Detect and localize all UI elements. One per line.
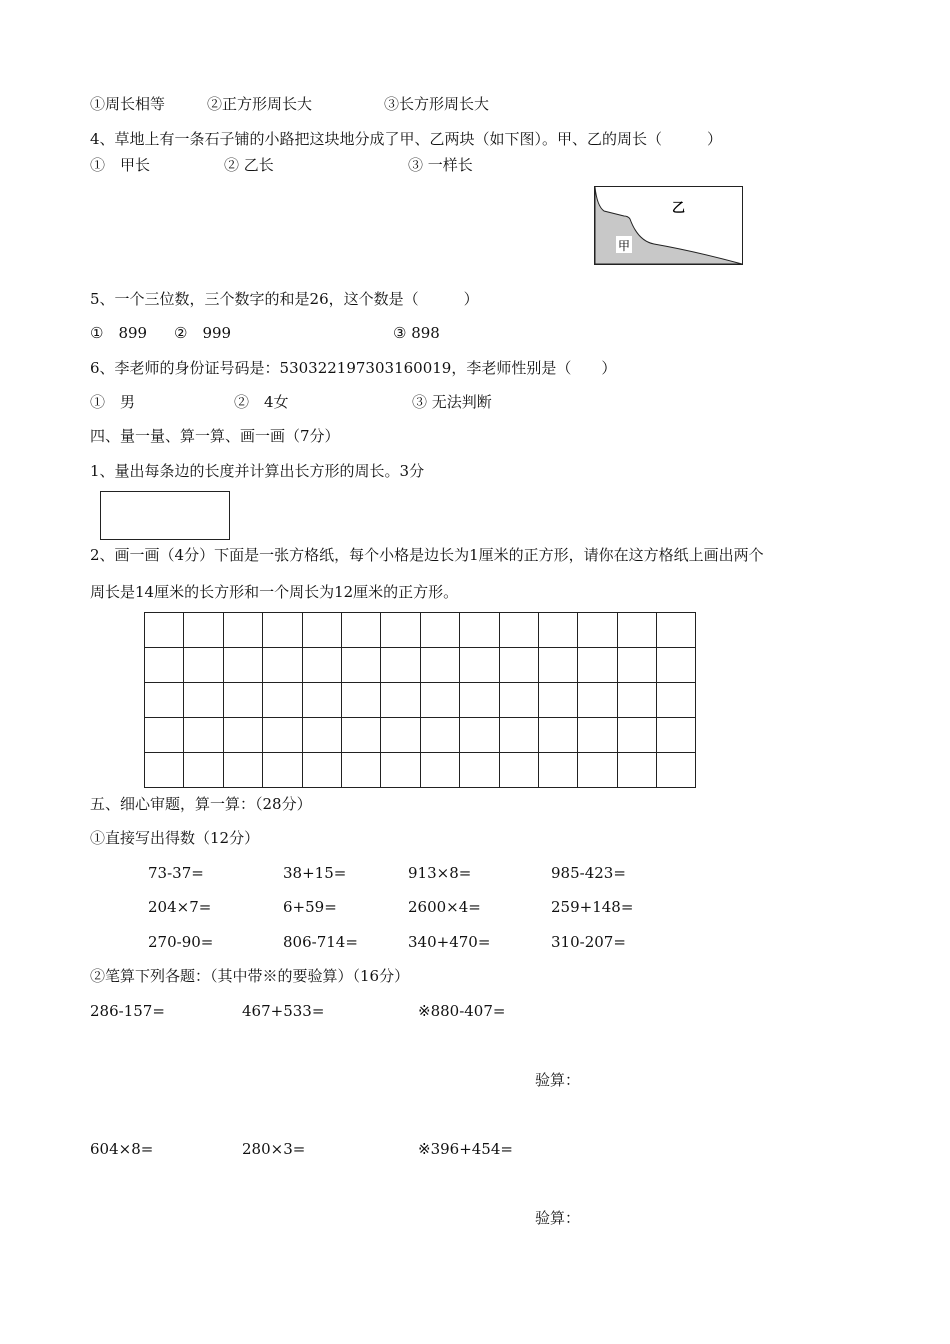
part2-title: ②笔算下列各题：（其中带※的要验算）（16分） xyxy=(90,967,410,985)
grid-cell[interactable] xyxy=(145,613,184,648)
grid-cell[interactable] xyxy=(617,683,656,718)
grid-paper[interactable] xyxy=(144,612,696,788)
grid-cell[interactable] xyxy=(341,718,380,753)
q6-option-1: ① 男 xyxy=(90,393,136,411)
written-problem: 280×3= xyxy=(242,1140,306,1158)
grid-cell[interactable] xyxy=(460,753,499,788)
grid-cell[interactable] xyxy=(223,718,262,753)
section4-title: 四、量一量、算一算、画一画（7分） xyxy=(90,427,340,445)
written-problem: 286-157= xyxy=(90,1002,165,1020)
q6-text: 6、李老师的身份证号码是：530322197303160019，李老师性别是（ ） xyxy=(90,359,617,377)
grid-cell[interactable] xyxy=(578,613,617,648)
grid-cell[interactable] xyxy=(263,683,302,718)
grid-cell[interactable] xyxy=(499,648,538,683)
section4-q2-line1: 2、画一画（4分）下面是一张方格纸，每个小格是边长为1厘米的正方形，请你在这方格纸上画出两个 xyxy=(90,546,764,564)
section5-title: 五、细心审题，算一算：（28分） xyxy=(90,795,312,813)
grid-cell[interactable] xyxy=(263,753,302,788)
grid-cell[interactable] xyxy=(538,613,577,648)
check-label: 验算： xyxy=(535,1071,581,1089)
grid-cell[interactable] xyxy=(381,648,420,683)
q5-option-1: ① 899 xyxy=(90,324,148,342)
written-problem: 467+533= xyxy=(242,1002,325,1020)
oral-problem: 340+470= xyxy=(408,933,491,951)
grid-cell[interactable] xyxy=(460,683,499,718)
grid-cell[interactable] xyxy=(184,648,223,683)
grid-cell[interactable] xyxy=(657,753,696,788)
grid-cell[interactable] xyxy=(184,753,223,788)
oral-problem: 310-207= xyxy=(551,933,626,951)
grid-cell[interactable] xyxy=(617,648,656,683)
grid-cell[interactable] xyxy=(420,683,459,718)
grid-cell[interactable] xyxy=(184,683,223,718)
q6-option-3: ③ 无法判断 xyxy=(412,393,492,411)
grid-cell[interactable] xyxy=(302,648,341,683)
grid-cell[interactable] xyxy=(460,718,499,753)
grid-cell[interactable] xyxy=(184,613,223,648)
grid-cell[interactable] xyxy=(617,718,656,753)
written-problem: ※396+454= xyxy=(418,1140,513,1158)
grid-cell[interactable] xyxy=(420,718,459,753)
grid-cell[interactable] xyxy=(538,683,577,718)
grid-cell[interactable] xyxy=(420,753,459,788)
grid-cell[interactable] xyxy=(578,718,617,753)
label-jia: 甲 xyxy=(618,239,631,253)
grid-cell[interactable] xyxy=(223,753,262,788)
grid-cell[interactable] xyxy=(617,753,656,788)
grid-cell[interactable] xyxy=(381,753,420,788)
oral-problem: 2600×4= xyxy=(408,898,481,916)
grid-cell[interactable] xyxy=(460,613,499,648)
grid-cell[interactable] xyxy=(145,718,184,753)
q3-option-3: ③长方形周长大 xyxy=(384,95,490,113)
grid-cell[interactable] xyxy=(578,683,617,718)
written-problem: 604×8= xyxy=(90,1140,154,1158)
grid-cell[interactable] xyxy=(341,648,380,683)
section4-q2-line2: 周长是14厘米的长方形和一个周长为12厘米的正方形。 xyxy=(90,583,459,601)
oral-problem: 270-90= xyxy=(148,933,214,951)
grid-cell[interactable] xyxy=(578,648,617,683)
oral-problem: 985-423= xyxy=(551,864,626,882)
grid-cell[interactable] xyxy=(302,753,341,788)
oral-problem: 6+59= xyxy=(283,898,337,916)
oral-problem: 259+148= xyxy=(551,898,634,916)
grid-cell[interactable] xyxy=(341,613,380,648)
grid-cell[interactable] xyxy=(145,753,184,788)
grid-cell[interactable] xyxy=(302,683,341,718)
grid-cell[interactable] xyxy=(341,753,380,788)
q4-text: 4、草地上有一条石子铺的小路把这块地分成了甲、乙两块（如下图）。甲、乙的周长（ ） xyxy=(90,130,723,148)
grid-cell[interactable] xyxy=(263,613,302,648)
grid-cell[interactable] xyxy=(578,753,617,788)
grid-cell[interactable] xyxy=(538,648,577,683)
grid-cell[interactable] xyxy=(499,753,538,788)
oral-problem: 913×8= xyxy=(408,864,472,882)
q5-option-2: ② 999 xyxy=(174,324,232,342)
grid-cell[interactable] xyxy=(460,648,499,683)
grid-cell[interactable] xyxy=(263,648,302,683)
grid-cell[interactable] xyxy=(617,613,656,648)
grid-cell[interactable] xyxy=(538,718,577,753)
q4-option-1: ① 甲长 xyxy=(90,156,151,174)
part1-title: ①直接写出得数（12分） xyxy=(90,829,260,847)
grid-cell[interactable] xyxy=(381,718,420,753)
grid-cell[interactable] xyxy=(499,613,538,648)
grid-cell[interactable] xyxy=(263,718,302,753)
grid-cell[interactable] xyxy=(657,683,696,718)
q5-text: 5、一个三位数，三个数字的和是26，这个数是（ ） xyxy=(90,290,479,308)
oral-problem: 73-37= xyxy=(148,864,204,882)
check-label: 验算： xyxy=(535,1209,581,1227)
oral-problem: 38+15= xyxy=(283,864,347,882)
oral-problem: 204×7= xyxy=(148,898,212,916)
grid-cell[interactable] xyxy=(302,718,341,753)
written-problem: ※880-407= xyxy=(418,1002,506,1020)
grid-cell[interactable] xyxy=(420,613,459,648)
q3-option-2: ②正方形周长大 xyxy=(207,95,313,113)
grid-cell[interactable] xyxy=(223,648,262,683)
field-figure xyxy=(594,186,744,266)
grid-cell[interactable] xyxy=(341,683,380,718)
measure-rectangle xyxy=(100,491,230,540)
grid-cell[interactable] xyxy=(381,683,420,718)
label-yi: 乙 xyxy=(672,201,686,216)
grid-cell[interactable] xyxy=(145,648,184,683)
grid-cell[interactable] xyxy=(184,718,223,753)
grid-cell[interactable] xyxy=(538,753,577,788)
section4-q1: 1、量出每条边的长度并计算出长方形的周长。3分 xyxy=(90,462,425,480)
grid-cell[interactable] xyxy=(145,683,184,718)
q3-option-1: ①周长相等 xyxy=(90,95,166,113)
grid-cell[interactable] xyxy=(420,648,459,683)
grid-cell[interactable] xyxy=(499,718,538,753)
grid-cell[interactable] xyxy=(657,718,696,753)
grid-cell[interactable] xyxy=(657,648,696,683)
grid-cell[interactable] xyxy=(223,613,262,648)
grid-cell[interactable] xyxy=(302,613,341,648)
oral-problem: 806-714= xyxy=(283,933,358,951)
grid-cell[interactable] xyxy=(499,683,538,718)
q6-option-2: ② 4女 xyxy=(234,393,289,411)
grid-cell[interactable] xyxy=(381,613,420,648)
grid-cell[interactable] xyxy=(657,613,696,648)
grid-cell[interactable] xyxy=(223,683,262,718)
q4-option-2: ② 乙长 xyxy=(224,156,274,174)
q5-option-3: ③ 898 xyxy=(393,324,440,342)
q4-option-3: ③ 一样长 xyxy=(408,156,473,174)
